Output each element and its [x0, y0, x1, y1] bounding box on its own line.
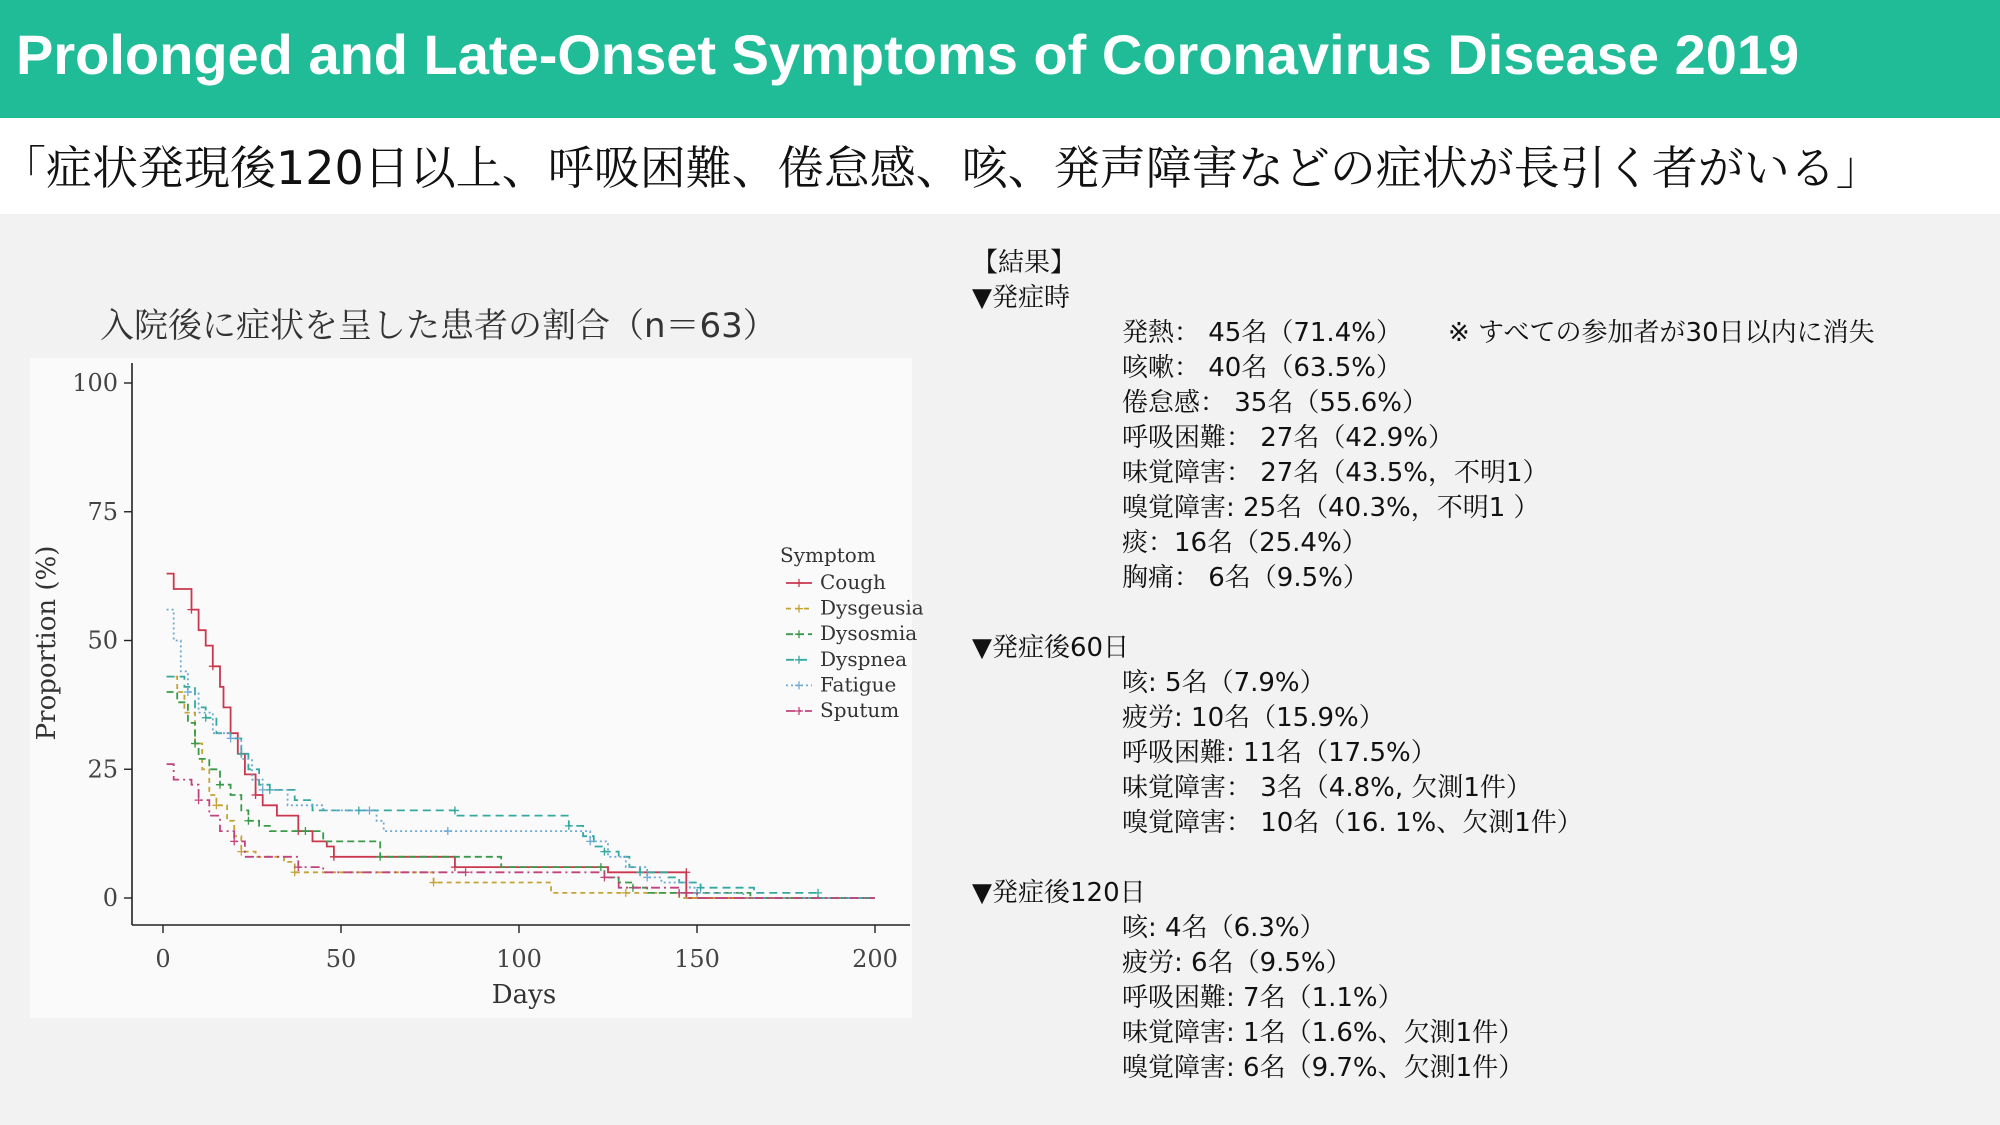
result-item: 味覚障害: 1名（1.6%、欠測1件） — [1122, 1018, 1525, 1048]
y-tick-label: 50 — [87, 626, 118, 655]
result-item: 咳: 4名（6.3%） — [1122, 913, 1326, 943]
survival-chart — [30, 358, 924, 1018]
censor-mark — [330, 853, 338, 861]
censor-mark — [365, 806, 373, 814]
chart-heading: 入院後に症状を呈した患者の割合（n＝63） — [100, 306, 777, 346]
series-line-cough — [167, 574, 875, 898]
censor-mark — [191, 740, 199, 748]
y-tick-label: 0 — [102, 884, 118, 912]
censor-mark — [230, 837, 238, 845]
legend-marker — [795, 707, 803, 715]
censor-mark — [187, 606, 195, 614]
results-note: ※ すべての参加者が30日以内に消失 — [1448, 318, 1875, 348]
censor-mark — [814, 889, 822, 897]
legend-marker — [795, 630, 803, 638]
result-item: 呼吸困難: 7名（1.1%） — [1122, 983, 1404, 1013]
slide-subtitle: 「症状発現後120日以上、呼吸困難、倦怠感、咳、発声障害などの症状が長引く者がいる」 — [0, 141, 1882, 195]
x-axis-title: Days — [491, 980, 557, 1010]
censor-mark — [636, 868, 644, 876]
censor-mark — [451, 806, 459, 814]
censor-mark — [682, 868, 690, 876]
section-heading: ▼発症後120日 — [972, 878, 1146, 908]
legend-label-dyspnea: Dyspnea — [820, 646, 908, 671]
censor-mark — [643, 873, 651, 881]
y-axis-title: Proportion (%) — [32, 545, 62, 741]
legend-title: Symptom — [780, 543, 876, 567]
series-line-dysgeusia — [167, 677, 875, 898]
legend-marker — [795, 579, 803, 587]
result-item: 嗅覚障害: 6名（9.7%、欠測1件） — [1122, 1053, 1525, 1083]
legend-label-dysosmia: Dysosmia — [820, 621, 918, 646]
x-tick-label: 0 — [155, 945, 171, 973]
censor-mark — [209, 662, 217, 670]
x-tick-label: 150 — [674, 945, 720, 973]
result-item: 胸痛： 6名（9.5%） — [1122, 563, 1369, 593]
result-item: 味覚障害： 27名（43.5%，不明1） — [1122, 458, 1549, 488]
result-item: 嗅覚障害： 10名（16. 1%、欠測1件） — [1122, 808, 1583, 838]
chart-panel — [30, 358, 924, 1018]
censor-mark — [600, 873, 608, 881]
result-item: 倦怠感： 35名（55.6%） — [1122, 388, 1428, 418]
result-item: 疲労: 6名（9.5%） — [1122, 948, 1352, 978]
legend-marker — [795, 605, 803, 613]
censor-mark — [216, 781, 224, 789]
section-heading: ▼発症後60日 — [972, 633, 1130, 663]
y-tick-label: 75 — [87, 497, 118, 526]
censor-mark — [376, 853, 384, 861]
censor-mark — [212, 801, 220, 809]
censor-mark — [184, 688, 192, 696]
result-item: 味覚障害： 3名（4.8%, 欠測1件） — [1122, 773, 1532, 803]
censor-mark — [444, 827, 452, 835]
result-item: 疲労: 10名（15.9%） — [1122, 703, 1385, 733]
legend-marker — [795, 656, 803, 664]
result-item: 発熱： 45名（71.4%） — [1122, 318, 1402, 348]
legend — [780, 543, 924, 722]
censor-mark — [252, 791, 260, 799]
censor-mark — [430, 879, 438, 887]
series-line-fatigue — [167, 610, 875, 898]
censor-mark — [291, 868, 299, 876]
result-item: 咳: 5名（7.9%） — [1122, 668, 1326, 698]
censor-mark — [565, 822, 573, 830]
censor-mark — [244, 817, 252, 825]
result-item: 呼吸困難： 27名（42.9%） — [1122, 423, 1454, 453]
result-item: 痰：16名（25.4%） — [1122, 528, 1368, 558]
series-line-dysosmia — [167, 692, 875, 898]
legend-label-dysgeusia: Dysgeusia — [820, 595, 924, 620]
x-tick-label: 50 — [325, 945, 357, 973]
result-item: 嗅覚障害: 25名（40.3%，不明1 ） — [1122, 493, 1540, 523]
censor-mark — [195, 796, 203, 804]
censor-mark — [451, 863, 459, 871]
legend-label-fatigue: Fatigue — [820, 672, 897, 697]
censor-mark — [227, 734, 235, 742]
censor-mark — [259, 786, 267, 794]
legend-label-cough: Cough — [820, 570, 886, 594]
section-heading: ▼発症時 — [972, 283, 1070, 313]
result-item: 呼吸困難: 11名（17.5%） — [1122, 738, 1437, 768]
legend-label-sputum: Sputum — [820, 698, 900, 722]
censor-mark — [202, 714, 210, 722]
legend-marker — [795, 681, 803, 689]
results-label: 【結果】 — [972, 248, 1077, 278]
title-bar — [0, 0, 2000, 118]
y-tick-label: 100 — [72, 369, 118, 397]
result-item: 咳嗽： 40名（63.5%） — [1122, 353, 1402, 383]
censor-mark — [462, 868, 470, 876]
censor-mark — [675, 889, 683, 897]
series-line-dyspnea — [167, 677, 875, 898]
x-tick-label: 100 — [496, 945, 542, 973]
censor-mark — [622, 889, 630, 897]
slide-title: Prolonged and Late-Onset Symptoms of Coronavirus Disease 2019 — [16, 23, 1800, 86]
x-tick-label: 200 — [852, 945, 898, 973]
censor-mark — [597, 863, 605, 871]
y-tick-label: 25 — [87, 755, 118, 784]
censor-mark — [301, 827, 309, 835]
